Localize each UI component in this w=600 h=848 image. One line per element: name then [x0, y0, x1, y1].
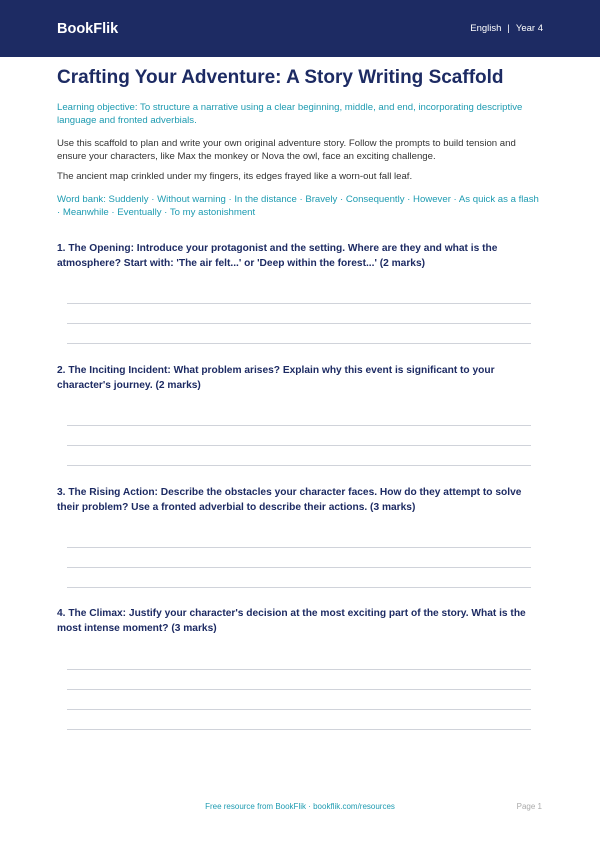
- answer-line[interactable]: [67, 669, 531, 670]
- answer-line[interactable]: [67, 445, 531, 446]
- answer-line[interactable]: [67, 303, 531, 304]
- answer-line[interactable]: [67, 425, 531, 426]
- page-number: Page 1: [516, 802, 542, 811]
- question-1: [57, 241, 543, 271]
- question-text: 3. The Rising Action: Describe the obstacles your character faces. How do they attempt to solve their problem? Use a fronted adverbial to describe their actions. (3 marks): [57, 487, 522, 513]
- answer-line[interactable]: [67, 709, 531, 710]
- answer-line[interactable]: [67, 343, 531, 344]
- year-label: Year 4: [515, 23, 543, 34]
- answer-line[interactable]: [67, 689, 531, 690]
- learning-objective: Learning objective: To structure a narrative using a clear beginning, middle, and end, incorporating descriptive language and fronted adverbials.: [57, 102, 523, 126]
- answer-line[interactable]: [67, 587, 531, 588]
- answer-line[interactable]: [67, 323, 531, 324]
- header-meta: [470, 23, 543, 34]
- question-2: [57, 363, 543, 393]
- intro-section: [57, 66, 543, 219]
- question-3: [57, 485, 543, 515]
- page-title: Crafting Your Adventure: A Story Writing Scaffold: [57, 67, 504, 88]
- question-4: [57, 606, 543, 636]
- intro-paragraph: Use this scaffold to plan and write your own original adventure story. Follow the prompts to build tension and ensure your characters, like Max the monkey or Nova the owl, face an exciting challenge.: [57, 138, 516, 162]
- answer-line[interactable]: [67, 567, 531, 568]
- question-text: 2. The Inciting Incident: What problem arises? Explain why this event is significant to your character's journey. (2 marks): [57, 365, 495, 391]
- answer-line[interactable]: [67, 729, 531, 730]
- brand-logo[interactable]: BookFlik: [57, 20, 119, 37]
- answer-line[interactable]: [67, 465, 531, 466]
- header-bar: [0, 0, 600, 57]
- word-bank: Word bank: Suddenly · Without warning · In the distance · Bravely · Consequently · However · As quick as a flash · Meanwhile · Eventually · To my astonishment: [57, 194, 539, 218]
- answer-line[interactable]: [67, 547, 531, 548]
- question-text: 4. The Climax: Justify your character's decision at the most exciting part of the story. What is the most intense moment? (3 marks): [57, 608, 526, 634]
- footer-link[interactable]: Free resource from BookFlik · bookflik.com/resources: [205, 802, 395, 811]
- meta-separator: |: [507, 23, 510, 34]
- example-sentence: The ancient map crinkled under my fingers, its edges frayed like a worn-out fall leaf.: [57, 171, 413, 182]
- subject-label: English: [470, 23, 502, 34]
- question-text: 1. The Opening: Introduce your protagonist and the setting. Where are they and what is the atmosphere? Start with: 'The air felt...' or 'Deep within the forest...' (2 marks): [57, 243, 498, 269]
